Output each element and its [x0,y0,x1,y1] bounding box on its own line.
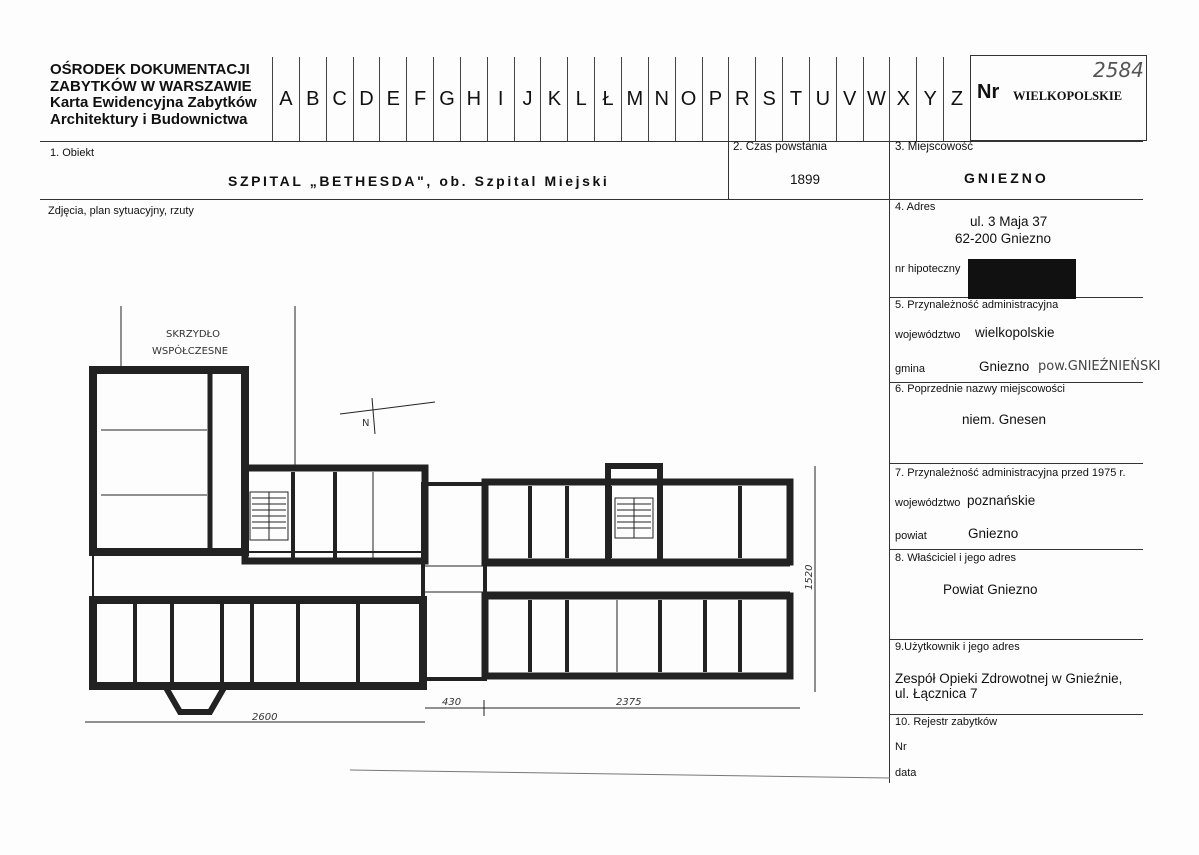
register-nr-label: Nr [895,741,907,753]
locality: GNIEZNO [964,170,1049,186]
letter-cell: I [488,57,515,141]
letter-cell: T [783,57,810,141]
letter-cell: P [703,57,730,141]
letter-cell: H [461,57,488,141]
object-name: SZPITAL „BETHESDA", ob. Szpital Miejski [228,173,610,189]
voivodeship-before-value: poznańskie [967,493,1036,508]
dim-mid-label: 430 [442,697,462,708]
letter-cell: M [622,57,649,141]
letter-cell: S [756,57,783,141]
commune-label: gmina [895,363,925,375]
nr-box [970,55,1147,141]
wing-label-1: SKRZYDŁO [166,329,221,340]
plan-main-left [93,600,423,686]
letter-cell: C [327,57,354,141]
letter-cell: E [380,57,407,141]
field-6-label: 6. Poprzednie nazwy miejscowości [895,383,1065,395]
letter-cell: N [649,57,676,141]
letter-cell: A [273,57,300,141]
institution-line-3: Karta Ewidencyjna Zabytków [50,94,257,111]
construction-year: 1899 [790,172,821,187]
divider-7 [889,463,1143,464]
dim-depth-label: 1520 [804,564,815,590]
letter-cell: R [729,57,756,141]
divider-10 [889,714,1143,715]
letter-cell: U [810,57,837,141]
nr-label: Nr [977,81,1000,103]
field-9-label: 9.Użytkownik i jego adres [895,641,1020,653]
dim-left-label: 2600 [252,712,278,723]
field-7-label: 7. Przynależność administracyjna przed 1975 r. [895,467,1126,479]
address-line-2: 62-200 Gniezno [955,231,1052,246]
field-8-label: 8. Właściciel i jego adres [895,552,1017,564]
commune-value: Gniezno [979,359,1030,374]
letter-cell: D [354,57,381,141]
county-label: powiat [895,530,927,542]
letter-cell: K [541,57,568,141]
voivodeship-value: wielkopolskie [975,325,1055,340]
user-line-1: Zespół Opieki Zdrowotnej w Gnieźnie, [895,671,1123,686]
letter-cell: Y [917,57,944,141]
photos-label: Zdjęcia, plan sytuacyjny, rzuty [48,205,194,217]
letter-cell: Ł [595,57,622,141]
dim-right-label: 2375 [616,697,642,708]
letter-cell: W [864,57,891,141]
mortgage-number-label: nr hipoteczny [895,263,961,275]
letter-cell: O [676,57,703,141]
register-date-label: data [895,767,917,779]
field-10-label: 10. Rejestr zabytków [895,716,998,728]
voivodeship-label: województwo [895,329,961,341]
nr-region: WIELKOPOLSKIE [1013,89,1123,103]
redacted-block [968,259,1076,299]
commune-handwritten-note: pow.GNIEŹNIEŃSKI [1038,359,1161,374]
divider-8 [889,549,1143,550]
plan-left-wing [93,370,245,552]
letter-cell: B [300,57,327,141]
owner-value: Powiat Gniezno [943,582,1038,597]
former-name: niem. Gnesen [962,412,1047,427]
nr-handwritten-number: 2584 [1093,58,1144,82]
divider-9 [889,639,1143,640]
letter-cell: X [890,57,917,141]
field-3-label: 3. Miejscowość [895,141,973,153]
institution-line-4: Architektury i Budownictwa [50,110,248,128]
field-5-label: 5. Przynależność administracyjna [895,299,1059,311]
field-2-label: 2. Czas powstania [733,141,827,153]
user-line-2: ul. Łącznica 7 [895,686,978,701]
address-line-1: ul. 3 Maja 37 [970,214,1048,229]
letter-cell: Z [944,57,971,141]
letter-cell: V [837,57,864,141]
institution-line-1: OŚRODEK DOKUMENTACJI [50,61,250,78]
field-4-label: 4. Adres [895,201,936,213]
letter-cell: G [434,57,461,141]
wing-label-2: WSPÓŁCZESNE [152,346,229,357]
county-value: Gniezno [968,526,1019,541]
letter-cell: J [515,57,542,141]
letter-cell: F [407,57,434,141]
institution-line-2: ZABYTKÓW W WARSZAWIE [50,77,252,95]
voivodeship-before-label: województwo [895,497,961,509]
north-label: N [362,418,370,429]
letter-cell: L [568,57,595,141]
field-1-label: 1. Obiekt [50,147,95,159]
